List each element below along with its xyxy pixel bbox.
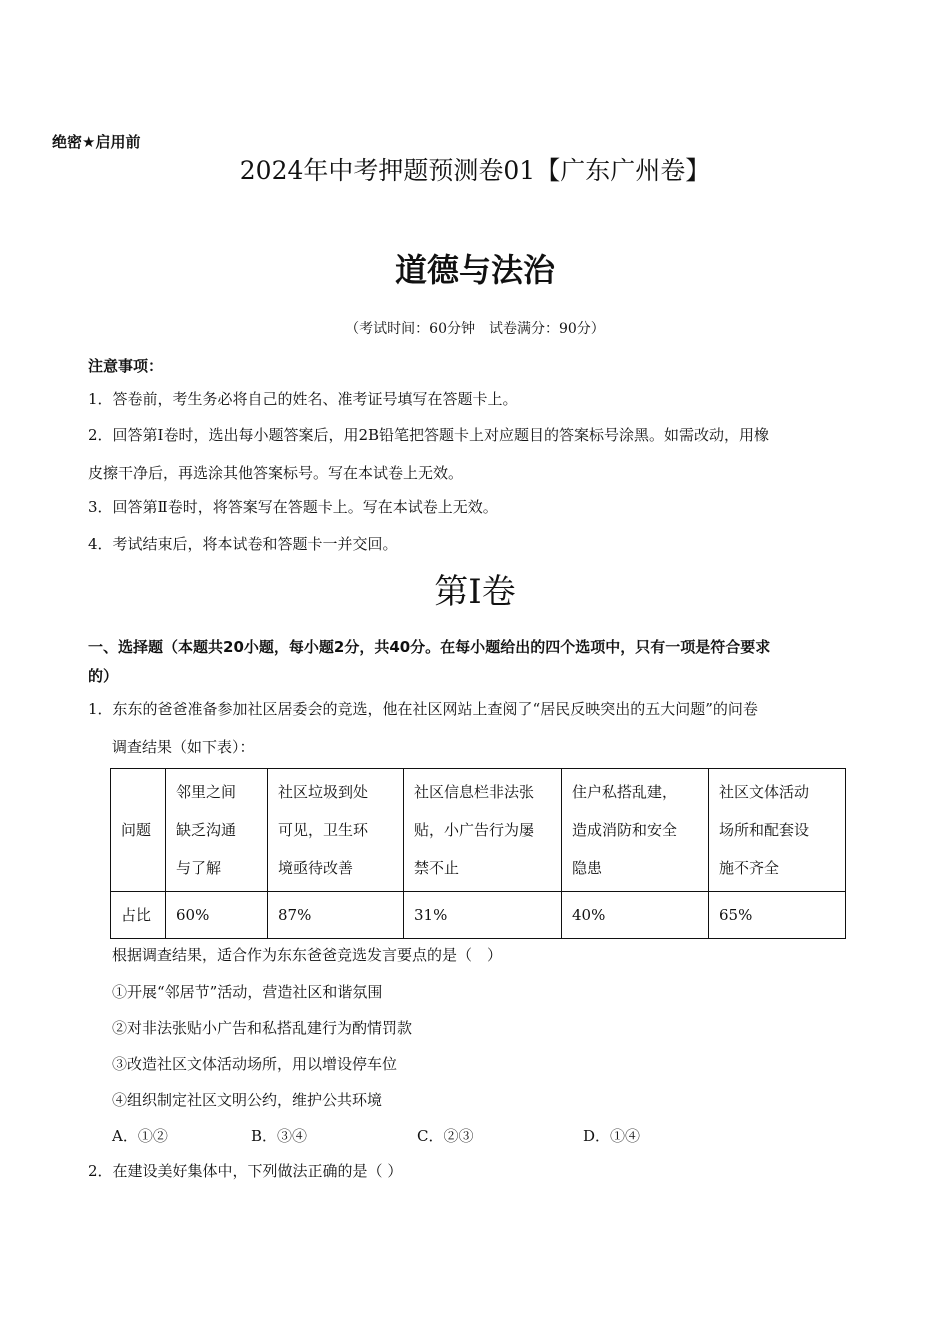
table-cell: 60% <box>166 892 268 939</box>
table-cell: 87% <box>268 892 404 939</box>
survey-table <box>110 768 846 939</box>
table-row <box>111 892 846 939</box>
q1-stem: 1．东东的爸爸准备参加社区居委会的竞选，他在社区网站上查阅了“居民反映突出的五大问题”的问卷 <box>88 700 758 718</box>
confidential-mark: 绝密★启用前 <box>52 133 141 151</box>
table-cell: 31% <box>404 892 562 939</box>
q1-statement: ④组织制定社区文明公约，维护公共环境 <box>112 1091 383 1109</box>
section-heading-cont: 的） <box>88 667 119 685</box>
q1-option-b: B．③④ <box>251 1127 308 1145</box>
notice-heading: 注意事项： <box>88 357 164 375</box>
table-cell: 社区垃圾到处 可见，卫生环 境亟待改善 <box>268 769 404 892</box>
table-cell: 邻里之间 缺乏沟通 与了解 <box>166 769 268 892</box>
notice-item: 3．回答第Ⅱ卷时，将答案写在答题卡上。写在本试卷上无效。 <box>88 498 498 516</box>
notice-item: 皮擦干净后，再选涂其他答案标号。写在本试卷上无效。 <box>88 464 464 482</box>
table-header-cell: 占比 <box>111 892 166 939</box>
exam-info: （考试时间：60分钟 试卷满分：90分） <box>345 321 605 337</box>
notice-item: 2．回答第Ⅰ卷时，选出每小题答案后，用2B铅笔把答题卡上对应题目的答案标号涂黑。如需改动，用橡 <box>88 426 770 444</box>
q2-stem: 2．在建设美好集体中，下列做法正确的是（ ） <box>88 1162 403 1180</box>
q1-statement: ①开展“邻居节”活动，营造社区和谐氛围 <box>112 983 383 1001</box>
exam-title: 2024年中考押题预测卷01【广东广州卷】 <box>239 156 711 185</box>
subject-title: 道德与法治 <box>394 251 555 289</box>
table-cell: 65% <box>709 892 846 939</box>
q1-question: 根据调查结果，适合作为东东爸爸竞选发言要点的是（ ） <box>112 946 503 964</box>
notice-item: 4．考试结束后，将本试卷和答题卡一并交回。 <box>88 535 398 553</box>
q1-option-d: D．①④ <box>583 1127 641 1145</box>
table-cell: 住户私搭乱建， 造成消防和安全 隐患 <box>562 769 709 892</box>
volume-title: 第Ⅰ卷 <box>434 572 516 612</box>
q1-option-c: C．②③ <box>417 1127 474 1145</box>
table-cell: 社区文体活动 场所和配套设 施不齐全 <box>709 769 846 892</box>
table-header-cell: 问题 <box>111 769 166 892</box>
section-heading: 一、选择题（本题共20小题，每小题2分，共40分。在每小题给出的四个选项中，只有一项是符合要求 <box>88 638 771 656</box>
q1-stem-cont: 调查结果（如下表）： <box>112 738 255 756</box>
table-cell: 社区信息栏非法张 贴，小广告行为屡 禁不止 <box>404 769 562 892</box>
table-cell: 40% <box>562 892 709 939</box>
table-row <box>111 769 846 892</box>
q1-statement: ③改造社区文体活动场所，用以增设停车位 <box>112 1055 398 1073</box>
notice-item: 1．答卷前，考生务必将自己的姓名、准考证号填写在答题卡上。 <box>88 390 518 408</box>
q1-statement: ②对非法张贴小广告和私搭乱建行为酌情罚款 <box>112 1019 413 1037</box>
q1-option-a: A．①② <box>112 1127 168 1145</box>
